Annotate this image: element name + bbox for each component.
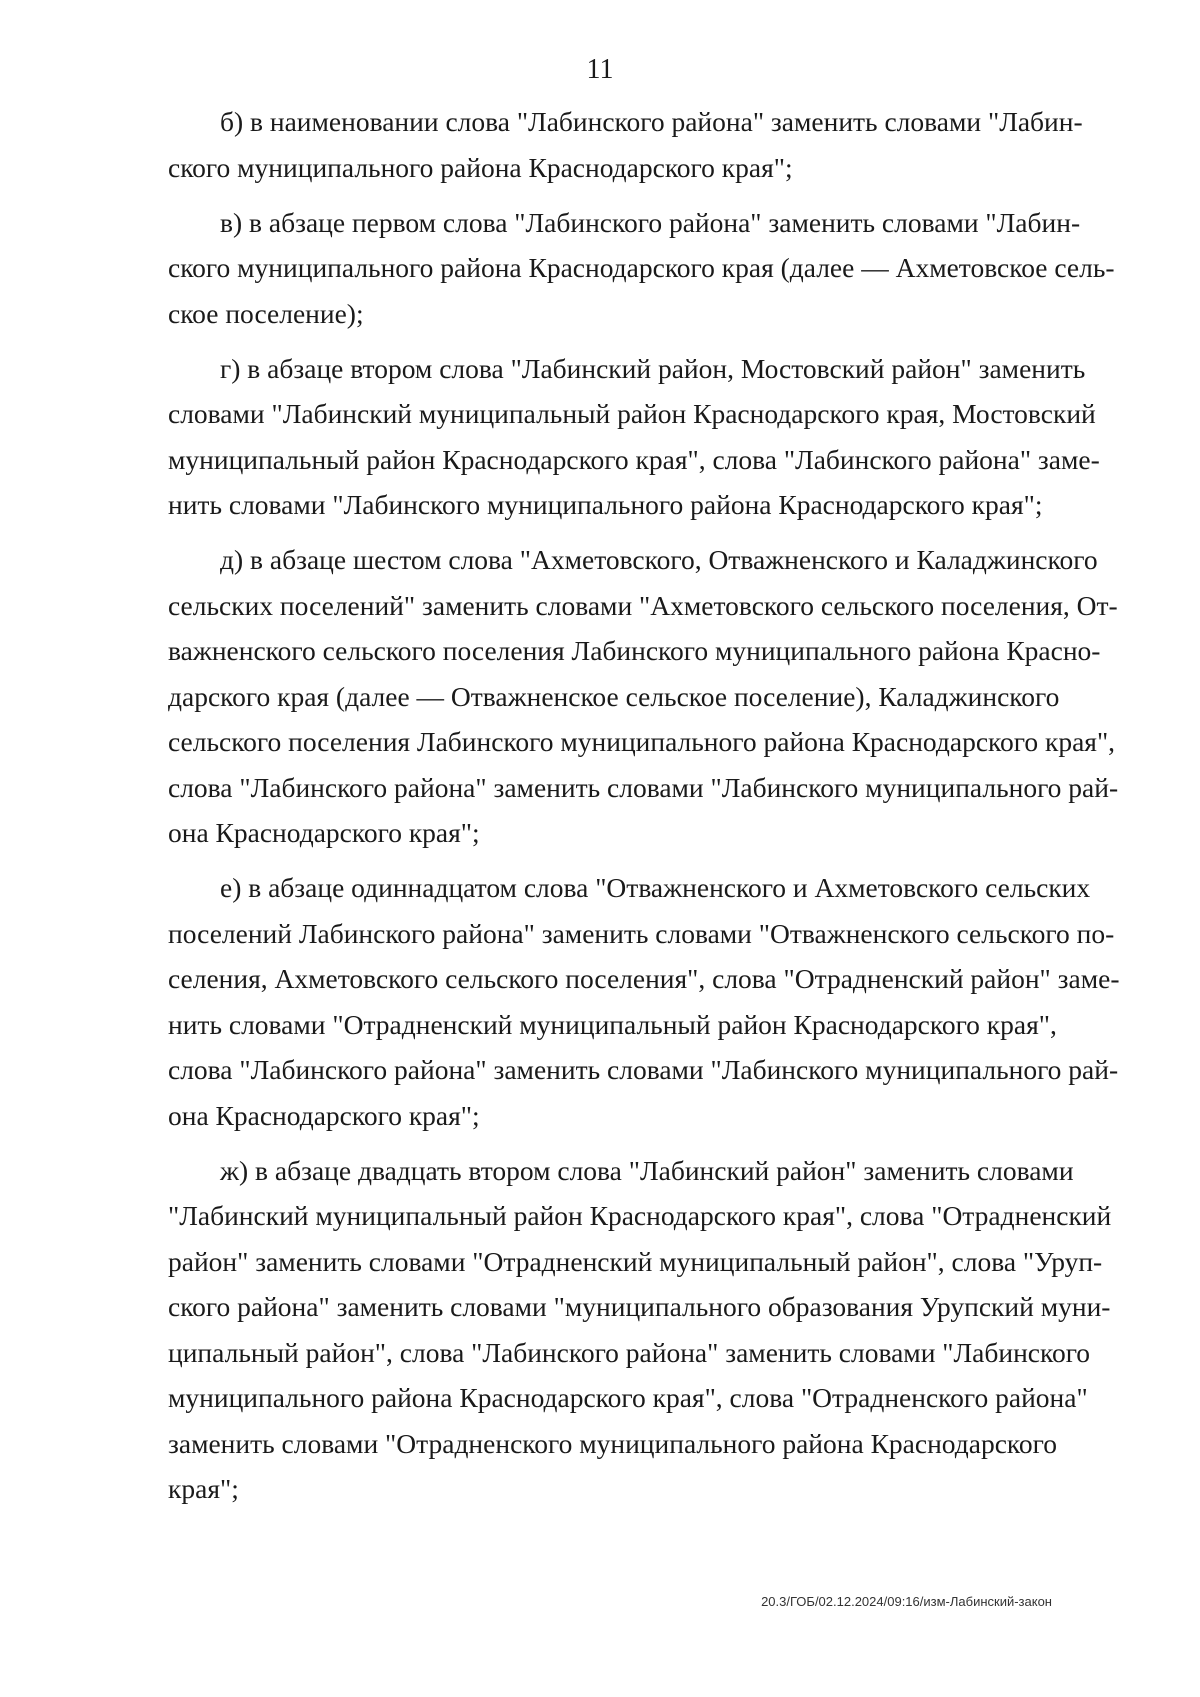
paragraph-v-line-1: в) в абзаце первом слова "Лабинского района" заменить словами "Лабин-: [220, 206, 1081, 238]
paragraph-g-line-2: словами "Лабинский муниципальный район Краснодарского края, Мостовский: [168, 398, 1096, 429]
paragraph-e-line-6: она Краснодарского края";: [168, 1099, 480, 1131]
paragraph-d-line-7: она Краснодарского края";: [168, 817, 480, 848]
paragraph-e-line-5: слова "Лабинского района" заменить словами "Лабинского муниципального рай-: [168, 1054, 1119, 1085]
document-body: [168, 104, 1120, 1517]
paragraph-e-line-2: поселений Лабинского района" заменить словами "Отважненского сельского по-: [168, 917, 1115, 949]
paragraph-zh-line-8: края";: [168, 1473, 239, 1504]
paragraph-zh-line-5: ципальный район", слова "Лабинского района" заменить словами "Лабинского: [168, 1336, 1091, 1368]
paragraph-d-line-4: дарского края (далее — Отважненское сельское поселение), Каладжинского: [168, 680, 1060, 712]
paragraph-e-line-3: селения, Ахметовского сельского поселения", слова "Отрадненский район" заме-: [168, 963, 1120, 994]
paragraph-d-line-6: слова "Лабинского района" заменить словами "Лабинского муниципального рай-: [168, 771, 1119, 803]
paragraph-v-line-2: ского муниципального района Краснодарского края (далее — Ахметовское сель-: [168, 252, 1115, 283]
paragraph-zh-line-7: заменить словами "Отрадненского муниципального района Краснодарского: [168, 1427, 1057, 1459]
paragraph-g-line-3: муниципальный район Краснодарского края", слова "Лабинского района" заме-: [168, 443, 1100, 475]
footer-document-code: 20.3/ГОБ/02.12.2024/09:16/изм-Лабинский-закон: [761, 1594, 1052, 1609]
paragraph-zh-line-2: "Лабинский муниципальный район Краснодарского края", слова "Отрадненский: [168, 1200, 1112, 1231]
paragraph-zh-line-4: ского района" заменить словами "муниципального образования Урупский муни-: [168, 1291, 1111, 1322]
paragraph-b-line-2: ского муниципального района Краснодарского края";: [168, 151, 793, 183]
paragraph-e-line-1: е) в абзаце одиннадцатом слова "Отважненского и Ахметовского сельских: [220, 872, 1091, 903]
paragraph-d-line-5: сельского поселения Лабинского муниципального района Краснодарского края",: [168, 726, 1116, 757]
paragraph-zh-line-1: ж) в абзаце двадцать втором слова "Лабинский район" заменить словами: [220, 1154, 1074, 1186]
paragraph-e-line-4: нить словами "Отрадненский муниципальный район Краснодарского края",: [168, 1008, 1057, 1040]
paragraph-v-line-3: ское поселение);: [168, 297, 364, 329]
paragraph-g-line-1: г) в абзаце втором слова "Лабинский район, Мостовский район" заменить: [220, 352, 1086, 384]
paragraph-zh-line-3: район" заменить словами "Отрадненский муниципальный район", слова "Уруп-: [168, 1245, 1103, 1277]
paragraph-d-line-3: важненского сельского поселения Лабинского муниципального района Красно-: [168, 635, 1101, 666]
paragraph-d-line-1: д) в абзаце шестом слова "Ахметовского, Отважненского и Каладжинского: [220, 544, 1098, 575]
page-number: 11: [586, 54, 614, 85]
paragraph-d-line-2: сельских поселений" заменить словами "Ахметовского сельского поселения, От-: [168, 589, 1118, 621]
paragraph-g-line-4: нить словами "Лабинского муниципального района Краснодарского края";: [168, 489, 1043, 520]
paragraph-zh-line-6: муниципального района Краснодарского края", слова "Отрадненского района": [168, 1382, 1088, 1413]
paragraph-b-line-1: б) в наименовании слова "Лабинского района" заменить словами "Лабин-: [220, 106, 1083, 137]
